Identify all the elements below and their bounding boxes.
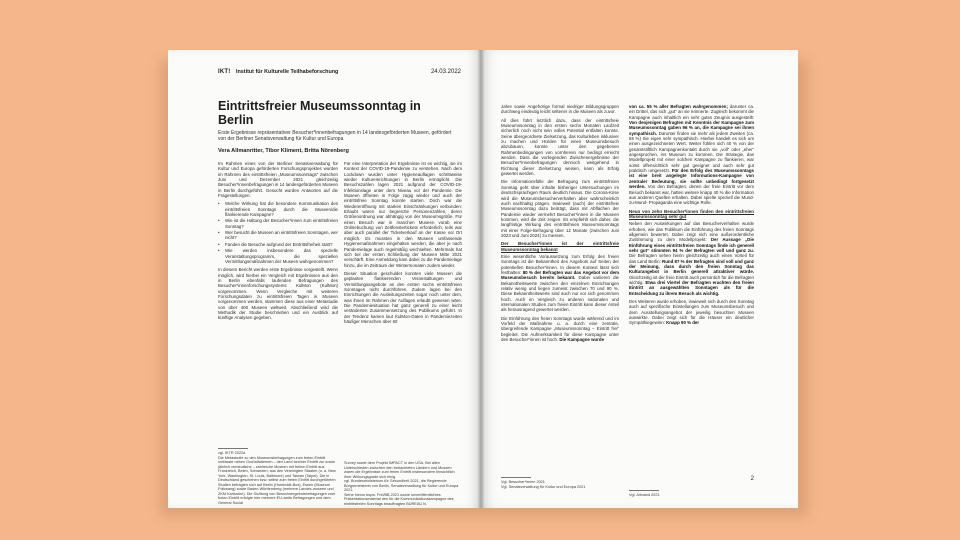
left-column-1 <box>218 161 338 447</box>
body-paragraph <box>629 104 754 206</box>
highlight-text: Für den Erfolg des Museumssonntags ist eine breit angelegte Informations-Kampagne von zentraler Bedeutung, sie sollte unbedingt fortgesetzt werden. <box>629 168 754 190</box>
footnotes-right-2 <box>629 490 754 502</box>
text-run: Neben den Auswirkungen auf das Besucherverhalten wurde erhoben, wie das Publikum die Einführung des freien Sonntags allgemein bewertet. Dabei zeigt sich eine außerordentliche Zustimmung zu dem Modellprojekt: <box>629 221 754 243</box>
footnote-divider <box>218 448 248 449</box>
text-run: Gleichzeitig ist der freie Eintritt auch persönlich für die Befragten wichtig. <box>629 274 754 285</box>
list-item: • Wer besucht die Museen an eintrittsfreien Sonntagen, wer nicht? <box>218 230 338 241</box>
list-item: • Wie werden insbesondere das spezielle Veranstaltungsprogramm, die speziellen Vermittlungsmaßnahmen der Museen wahrgenommen? <box>218 248 338 264</box>
highlight-text: von ca. 55 % aller Befragten wahrgenommen; <box>629 104 728 109</box>
footnote: Vgl. Allmand 2021 <box>629 493 660 497</box>
body-paragraph: Jahre sowie Angehörige formal niedriger Bildungsgruppen durchweg eindeutig leicht seltener in die Museen als zuvor. <box>501 104 619 115</box>
highlight-text: Knapp 90 % der <box>666 320 700 326</box>
book-gutter <box>478 50 484 508</box>
section-heading: Der Besucher*innen ist der eintrittsfreie Museumssonntag bekannt <box>501 241 619 252</box>
text-run: Die Befragten sehen hierin gleichzeitig auch einen Vorteil für das Land Berlin: <box>629 253 754 264</box>
report-date: 24.03.2022 <box>430 69 461 75</box>
footnote: Die Metastudie zu den Museumsbefragungen zum freien Eintritt umfasste neben Großstädtemen – den Land berliner Eintritt zur sowie jährlich verdeutliche – zahlreiche Museen mit freiem Eintritt aus Frankreich, Belen, Schweden, aus den Vereinigten Staaten (u. a. New York, Washington, St. Louis, Baltimore) und Taiwan (Taipei). Die in Deutschland geschehen bzw. selbst zum freien Eintritt durchgeführten Studien befragten sich auf Berlin (Humboldt-Box), Essen (Museum Folkwang) sowie Baden-Württemberg (mehrere Landes-museen und ZKM Karlsruhe). Die Sichtung von Besuchsergebnisbefragungen zum freien Eintritt erfolgte hier mehrere EU-weite Befragungen und dem General Social <box>218 455 336 505</box>
footnote-divider <box>501 477 531 478</box>
highlight-text: Die Kampagne wurde <box>559 337 605 343</box>
institute-name: Institut für Kulturelle Teilhabeforschung <box>236 69 339 75</box>
highlight-text: Etwa drei Viertel der Befragten erachten den freien Eintritt an ausgewählten Sonntagen als für die Entscheidung zu ihrem Besuch als wichtig. <box>629 280 754 296</box>
footnote: Survey sowie dem Projekt IMPACT in den USA. Bei allen Unterschieden zwischen den betrachteten Ländern und Museen waren die Ergebnisse zum freien Eintritt insbesondere hinsichtlich ihrer Wirkungsgrade sich einig. <box>344 461 455 479</box>
footnote: Vgl. Senatsverwaltung für Kultur und Europa 2021 <box>501 484 586 489</box>
highlight-text: Von denjenigen Befragten mit Kenntnis der Kampagne zum Museumssonntag gaben 96 % an, die Kampagne sei ihnen sympathisch. <box>629 120 754 136</box>
body-paragraph <box>629 299 754 326</box>
right-column-2 <box>629 104 754 487</box>
page-header <box>218 69 461 91</box>
question-list <box>218 201 338 264</box>
body-paragraph <box>501 254 619 313</box>
body-paragraph <box>501 316 619 343</box>
body-paragraph: Für eine Interpretation der Ergebnisse ist es wichtig, sie im Kontext der COVID-19-Pandemie zu verstehen. Nach dem Lockdown wurden unter Hygieneauflagen schrittweise wieder Kultureinrichtungen in Berlin ermöglicht. Die Besuchszahlen lagen 2021 aufgrund der COVID-19-Infektionslage unter dem Niveau vor der Pandemie. Die Museen öffneten in Folge zügig wieder und auch der eintrittsfreie Sonntag konnte starten. Doch war die Wiedereröffnung mit starken Einschränkungen verbunden: Erlaubt waren nur begrenzte Personenzahlen, deren Größenordnung war abhängig von der Museumsgröße. Für einen Besuch war in manchen Museen vorab eine Onlinebuchung von Zeitfenstertickets erforderlich, teils war aber auch parallel der Ticketverkauf an der Kasse vor Ort möglich. Es mussten in den Museen umfassende Hygienemaßnahmen eingehalten werden, die aber je nach Pandemielage auch regelmäßig wechselten. Mehrmals hat sich bei der ersten Schließung der Museen Mitte 2021 verschärft. Eine Anmeldung kam dabei zu die Pandemielage hinzu, die im Zeitraum der Wintermonaten zudem wieder. <box>344 161 462 268</box>
text-run: Des Weiteren wurde erhoben, inwieweit sich durch den Sonntag auch auf spezifische Einstellungen zum Museumsbesuch und dem Ausstellungsangebot der jeweilig besuchten Museen auswirkte. Dabei zeigt sich für die Häuser ein deutlicher Sympathiegewinn: <box>629 299 754 326</box>
body-paragraph: In diesem Bericht werden erste Ergebnisse vorgestellt. Wenn möglich, wird hierbei ein Vergleich mit Ergebnissen aus den in Berlin ebenfalls laufenden Befragungen des Besucher*innenforschungssystems KulMon (KulMon) vorgenommen. Wenn Vergleiche mit weiteren Forschungsdaten zu eintrittsfreien Tagen in Museen vorgenommen werden, stammen diese aus einer Metastudie von über 400 Museen weltweit. Abschließend wird die Methodik der Studie beschrieben und ein Ausblick auf künftige Analysen gegeben. <box>218 267 338 321</box>
intro-paragraph: Im Rahmen eines von der Berliner Senatsverwaltung für Kultur und Europa geförderten Forschungsprojektes wurden im Rahmen des eintrittsfreien „Museumssonntags“ zwischen Juni und Dezember 2021 gleichzeitig Besucher*innenbefragungen in 14 landesgeförderten Museen in Berlin durchgeführt. Gesucht wurden Antworten auf die Fragestellungen: <box>218 161 338 199</box>
article-title: Eintrittsfreier Museumssonntag in Berlin <box>218 99 421 127</box>
article-subtitle: Erste Ergebnisse repräsentativer Besucher*innenbefragungen in 14 landesgeförderten Museen, gefördert von der Berliner Senatsverwaltung für Kultur und Europa <box>218 130 452 142</box>
text-run: darunter ca. ein Drittel, das sich „gut“ an sie erinnerte. Zugleich bekommt die Kampagne auch inhaltlich ein sehr gutes Zeugnis ausgestellt: <box>629 104 754 120</box>
footnote-divider <box>629 490 659 491</box>
list-item: • Fanden die Besuche aufgrund der Eintrittsfreiheit statt? <box>218 242 338 247</box>
body-paragraph <box>629 221 754 296</box>
list-item: • Wie ist die Haltung der Besucher*innen zum eintrittsfreien Sonntag? <box>218 218 338 229</box>
text-run: Von den Befragten, denen der freie Eintritt vor dem Besuch bekannt war, hatten weitere knapp 40 % die Information aus anderen Quellen erhalten. Dabei spielte speziell die Mund-zu-Mund- Propaganda eine wichtige Rolle. <box>629 184 754 206</box>
footnote: vgl. IKTR 2022a <box>218 451 246 455</box>
text-run: Eine wesentliche Voraussetzung zum Erfolg des freien Sonntags ist die Bekanntheit des Angebots auf Seiten der potentiellen Besucher*innen. In diesem Kontext lässt sich festhalten: <box>501 253 619 275</box>
highlight-text: Der Aussage „Die Einführung eines eintrittsfreien Sonntags finde ich generell sehr gut“ stimmten 94 % der Befragten voll und ganz zu. <box>629 237 754 253</box>
text-run: Dabei variieren die Bekanntheitswerte zwischen den einzelnen Einrichtungen relativ wenig und liegen zumeist zwischen 70 und 90 %. Diese Bekanntheitswerte sind auch nur vor sich genommen hoch. Auch im Vergleich zu anderen nationalen und internationalen Studien zum freien Eintritt kann dieser Anteil als herausragend gewertet werden. <box>501 275 619 313</box>
text-run: Darunter finden sie mehr als jedem Zweiten (ca. 55 %) Sie eigen sehr sympathisch. Hierbei handelt es sich um einen ausgezeichneten Wert. Weiter fühlen sich 40 % von der gesamtstiftlich Kampagnenkontakt durch sie „voll“ oder „eher“ angesprochen, ins Museum zu kommen. Die Strategie, das Modellprojekt mit einer solchen Kampagne zu flankieren, war somit offensichtlich sehr gut geeignet und auch sehr gut praktisch umgesetzt. <box>629 130 754 174</box>
footnotes-right-1 <box>501 477 619 497</box>
left-column-2 <box>344 161 462 458</box>
list-item: • Welche Wirkung hat die besondere Kommunikation des eintrittsfreien Sonntags durch die Museen/die flankierende Kampagne? <box>218 201 338 217</box>
text-run: Die Einführung des freien Sonntags wurde während und im Vorfeld der Maßnahme u. a. durch eine zentrale, übergreifende Kampagne „Museumssonntag – Eintritt frei“ begleitet. Die Aufmerksamkeit für diese Kampagne unter den Besucher*innen ist hoch. <box>501 315 619 343</box>
left-page <box>168 50 481 508</box>
body-paragraph: Dieser Situation geschuldet konnten viele Museen die geplanten flankierenden Veranstaltungen und Vermittlungsangebote an den ersten sechs eintrittsfreien Sonntagen nicht durchführen. Zudem lagen bei den Einrichtungen die Ausleitungszeiten sogar noch unter dem, was ihnen im Rahmen der Auflagen erlaubt gewesen wäre. Die Pandemiesituation hat ganz generell zu einer leicht veränderten Zusammensetzung des Publikums geführt. In der Tendenz kamen laut KulMon-Daten in Pandemiezeiten häufiger Menschen über 60 <box>344 270 462 324</box>
footnote: vgl. Bundesministerium für Gesundheit 2021, die Regierende Bürgermeisterin von Berlin, Senatsverwaltung für Kultur und Europa 2021. <box>344 479 459 492</box>
section-heading: Neun von zehn Besucher*innen finden den eintrittsfreien Museumssonntag sehr gut <box>629 208 754 219</box>
article-authors: Vera Allmanritter, Tibor Kliment, Britta Nörenberg <box>218 148 349 154</box>
footnote: Vgl. Besucher*innen 2021 <box>501 480 545 484</box>
highlight-text: Rund 87 % der Befragten sind voll und ganz der Meinung, dass durch den freien Sonntag das Kulturangebot in Berlin generell attraktiver würde. <box>629 258 754 275</box>
highlight-text: 80 % der Befragten war das Angebot vor dem Museumsbesuch bereits bekannt. <box>501 269 619 281</box>
body-paragraph: All dies führt letztlich dazu, dass der eintrittsfreie Museumssonntag in den ersten sechs Monaten Laufzeit sicherlich noch nicht sein volles Potential entfalten konnte. Seine übergeordnete Zielsetzung, das Kulturleben inklusiver zu machen und Hürden für einen Museumsbesuch abzubauen, konnte unter den gegebenen Rahmenbedingungen von vornherein nur bedingt erreicht werden. Dass die vorliegenden Zwischenergebnisse der Besucher*innenbefragungen dennoch weitgehend in Richtung dieser Zielsetzung weisen, kann als Erfolg gewertet werden. <box>501 117 619 177</box>
footnotes-left-2 <box>344 461 462 508</box>
right-page <box>481 50 798 508</box>
footnote: Siehe hierzu bspw. Frei/BB 2021 sowie unveröffentlichtes Präsentationsmaterial des für die Kommunikationskampagne des eintrittsfreien Sonntags beauftragten BUREAU N. <box>344 492 454 506</box>
right-column-1 <box>501 104 619 472</box>
body-paragraph: Die Informationsfülle der Befragung zum eintrittsfreien Sonntag geht über inhalte bisheriger Untersuchungen im deutschsprachigen Raum deutlich hinaus. Die Corona-Krise wird die Museumsbesucherverhalten aber wahrscheinlich auch nachhaltig prägen. Inwieweit (auch) der eintrittsfreie Museumssonntag dazu beiträgt, dass mit Abflachen der Pandemie wieder vermehrt Besucher*innen in die Museen kommen, wird die Zeit zeigen. Es empfiehlt sich daher, die langfristige Wirkung des eintrittsfreien Museumssonntags mit einer Folge-Befragung über 12 Monate (zwischen Juni 2023 und Juni 2024) zu messen. <box>501 179 619 238</box>
institute-logo: IKT! <box>218 69 231 75</box>
page-number: 2 <box>750 476 754 482</box>
footnotes-left-1 <box>218 448 338 508</box>
